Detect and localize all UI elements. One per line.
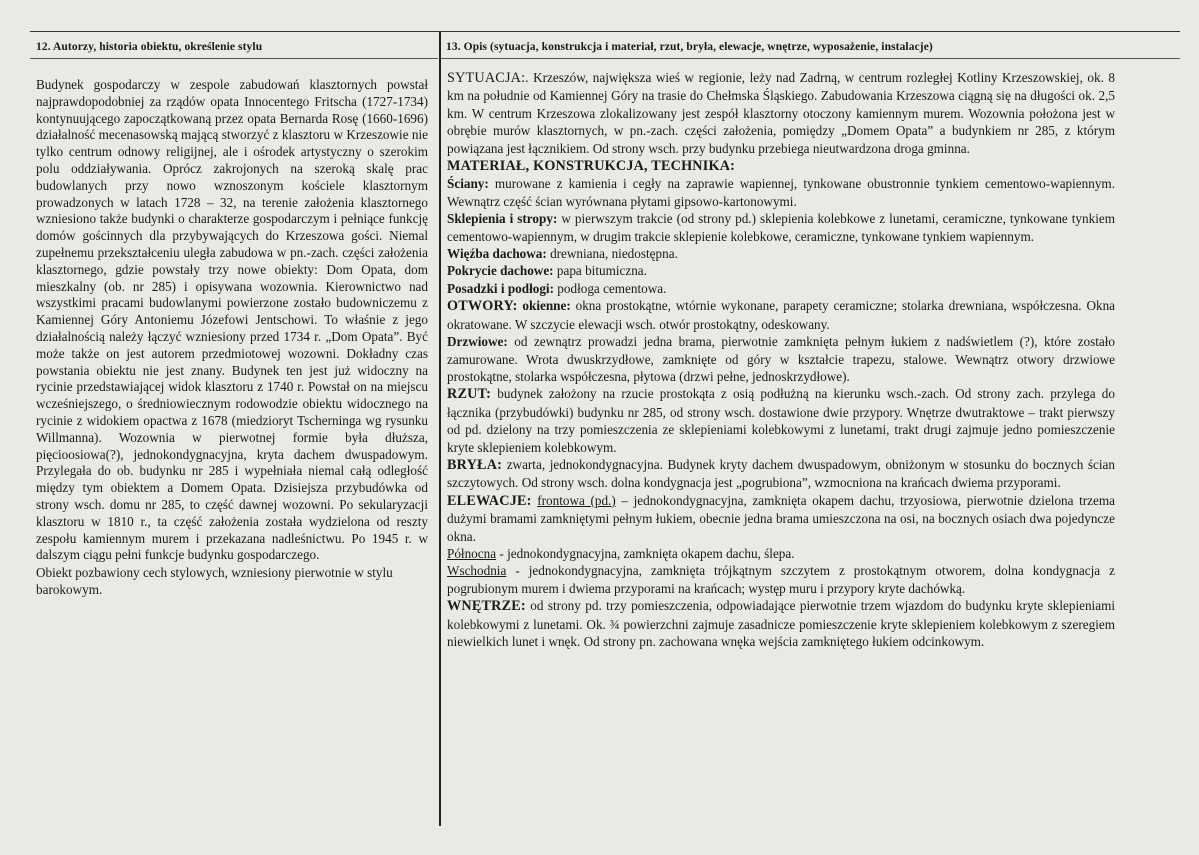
wnetrze-label: WNĘTRZE:: [447, 598, 526, 615]
frontowa-text: – jednokondygnacyjna, zamknięta okapem dachu, trzyosiowa, pierwotnie dzielona trzema dużymi bramami zamkniętymi pełnym łukiem, obecnie jedna brama umieszczona na osi, na bocznych osiach dwa pojedyncze okna.: [447, 492, 1116, 544]
wiezba-label: Więźba dachowa:: [447, 246, 547, 262]
wschodnia-label: Wschodnia: [447, 563, 507, 579]
sciany-label: Ściany:: [447, 176, 489, 192]
frontowa-label: frontowa (pd.): [537, 492, 616, 508]
elewacje-label: ELEWACJE:: [447, 492, 532, 509]
okienne-label: okienne:: [517, 298, 571, 314]
polnocna-block: [447, 545, 1115, 562]
style-paragraph: Obiekt pozbawiony cech stylowych, wzniesiony pierwotnie w stylu barokowym.: [36, 565, 393, 597]
history-column: [36, 77, 428, 599]
otwory-block: [447, 297, 1115, 333]
wnetrze-text: od strony pd. trzy pomieszczenia, odpowiadające pierwotnie trzem wjazdom do budynku kryte sklepieniami kolebkowymi z lunetami. Ok. ¾ powierzchni zajmuje zasadnicze pomieszczenie kryte sklepieniem kolebkowym z szeregiem niewielkich lunet i wnęk. Od strony pn. zachowana wnęka wejścia zamkniętego łukiem odcinkowym.: [447, 598, 1115, 649]
pokrycie-text: papa bitumiczna.: [553, 263, 647, 279]
sklepienia-text: w pierwszym trakcie (od strony pd.) sklepienia kolebkowe z lunetami, ceramiczne, tynkowane tynkiem cementowo-wapiennym, w drugim trakcie sklepienie kolebkowe, ceramiczne, tynkowane tynkiem wapiennym.: [447, 211, 1115, 244]
pokrycie-block: [447, 262, 1115, 279]
posadzki-text: podłoga cementowa.: [554, 280, 667, 296]
right-header-rule: [441, 58, 1180, 59]
bryla-label: BRYŁA:: [447, 456, 503, 473]
sytuacja-label: SYTUACJA:: [447, 70, 526, 86]
rzut-text: budynek założony na rzucie prostokąta z osią podłużną na kierunku wsch.-zach. Od strony zach. przylega do łącznika (przybudówki) budynku nr 285, od strony wsch. dostawione dwie przypory. Wnętrze dwutraktowe – trakt pierwszy od pd. dzielony na trzy pomieszczenia ze sklepieniami kolebkowymi z lunetami, trakt drugi zajmuje jedno pomieszczenie kryte sklepieniem kolebkowym.: [447, 386, 1115, 455]
sciany-block: [447, 175, 1115, 210]
wiezba-block: [447, 245, 1115, 262]
material-label: MATERIAŁ, KONSTRUKCJA, TECHNIKA:: [447, 158, 736, 175]
wschodnia-block: [447, 562, 1115, 597]
description-column: [447, 69, 1115, 650]
bryla-text: zwarta, jednokondygnacyjna. Budynek kryty dachem dwuspadowym, obniżonym w stosunku do bocznych ścian szczytowych. Od strony wsch. dolna kondygnacja jest „pogrubiona”, wzmocniona na krańcach dwiema przyporami.: [447, 456, 1115, 491]
drzwiowe-text: od zewnątrz prowadzi jedna brama, pierwotnie zamknięta pełnym łukiem z nadświetlem (?), które zostało zamurowane. Wrota dwuskrzydłowe, zamknięte od góry w kształcie trapezu, stalowe. Wewnątrz otwory drzwiowe prostokątne, stolarka współczesna, płytowa (drzwi pełne, jednoskrzydłowe).: [447, 334, 1115, 384]
left-header-rule: [30, 58, 438, 59]
drzwiowe-block: [447, 333, 1115, 385]
material-heading: [447, 157, 1115, 175]
polnocna-label: Północna: [447, 545, 497, 561]
okienne-text: okna prostokątne, wtórnie wykonane, parapety ceramiczne; stolarka drewniana, współczesna. Okna okratowane. W szczycie elewacji wsch. otwór prostokątny, odeskowany.: [447, 298, 1116, 332]
pokrycie-label: Pokrycie dachowe:: [447, 263, 554, 279]
rzut-label: RZUT:: [447, 386, 492, 403]
bryla-block: [447, 456, 1115, 492]
history-paragraph: Budynek gospodarczy w zespole zabudowań klasztornych powstał najprawdopodobniej za rządów opata Innocentego Fritscha (1727-1734) kontynuującego zapoczątkowaną przez opata Bernarda Rosę (1660-1696) działalność mecenasowską mającą stworzyć z klasztoru w Krzeszowie nie tylko centrum odnowy religijnej, ale i ośrodek artystyczny o szerokim polu oddziaływania. Oprócz zakrojonych na szeroką skalę prac budowlanych przy nowo wznoszonym kościele klasztornym prowadzonych w latach 1728 – 32, na terenie założenia klasztornego wzniesiono także budynki o charakterze gospodarczym i pełniące funkcję domów gościnnych dla przybywających do Krzeszowa gości. Niemal zupełnemu przekształceniu uległa zabudowa w pn.-zach. części założenia klasztornego, gdzie powstały trzy nowe obiekty: Dom Opata, dom mieszkalny (ob. nr 285) i opisywana wozownia. Kierownictwo nad wszystkimi pracami budowlanymi powierzone zostało budowniczemu z Kamiennej Góry Antoniemu Józefowi Jentschowi. To właśnie z jego działalnością należy łączyć wzniesiony przed 1734 r. „Dom Opata”. Być może także on jest autorem przedmiotowej wozowni. Dokładny czas powstania obiektu nie jest znany. Budynek ten jest już widoczny na rycinie przedstawiającej widok klasztoru z 1740 r. Powstał on na miejscu wcześniejszego, o średniowiecznym rodowodzie obiektu widocznego na rycinie z widokiem opactwa z 1678 (miedzioryt Tscherninga wg rysunku Willmanna). Wozownia w pierwotnej formie była dłuższa, pięcioosiowa(?), jednokondygnacyjna, kryta dachem dwuspadowym. Przylegała do ob. budynku nr 285 i wypełniała niemal całą odległość między tym obiektem a Domem Opata. Dzisiejsza przybudówka od strony wsch. domu nr 285, to część dawnej wozowni. Po sekularyzacji klasztoru w 1810 r., ta część założenia została wydzielona od reszty zespołu kamiennym murem i przekazana nadleśnictwu. Po 1945 r. w dalszym ciągu pełni funkcje budynku gospodarczego.: [36, 77, 428, 563]
drzwiowe-label: Drzwiowe:: [447, 334, 508, 350]
sytuacja-block: [447, 69, 1115, 157]
sciany-text: murowane z kamienia i cegły na zaprawie wapiennej, tynkowane obustronnie tynkiem cementowo-wapiennym. Wewnątrz część ścian wyrównana płytami gipsowo-kartonowymi.: [447, 176, 1115, 209]
section-12-header: 12. Autorzy, historia obiektu, określenie stylu: [36, 41, 263, 53]
section-13-header: 13. Opis (sytuacja, konstrukcja i materiał, rzut, bryła, elewacje, wnętrze, wyposażenie, instalacje): [446, 41, 933, 53]
wiezba-text: drewniana, niedostępna.: [546, 246, 678, 262]
rzut-block: [447, 385, 1115, 456]
elewacje-block: [447, 492, 1115, 545]
posadzki-block: [447, 280, 1115, 297]
wschodnia-text: - jednokondygnacyjna, zamknięta trójkątnym szczytem z prostokątnym otworem, dolna kondygnacja z pogrubionym murem i dwiema przyporami na krańcach; występ muru i przypory kryte dachówką.: [447, 563, 1115, 596]
wnetrze-block: [447, 597, 1115, 650]
sklepienia-block: [447, 210, 1115, 245]
polnocna-text: - jednokondygnacyjna, zamknięta okapem dachu, ślepa.: [496, 545, 795, 561]
top-border-line: [30, 31, 1180, 32]
posadzki-label: Posadzki i podłogi:: [447, 280, 554, 296]
column-divider: [439, 31, 441, 826]
sklepienia-label: Sklepienia i stropy:: [447, 211, 558, 227]
otwory-label: OTWORY:: [447, 298, 518, 315]
sytuacja-text: . Krzeszów, największa wieś w regionie, leży nad Zadrną, w centrum rozległej Kotliny Krzeszowskiej, ok. 8 km na południe od Kamiennej Góry na trasie do Chełmska Śląskiego. Zabudowania Krzeszowa ciągną się na długości ok. 2,5 km. W centrum Krzeszowa zlokalizowany jest zespół klasztorny otoczony kamiennym murem. Wozownia położona jest w obrębie murów klasztornych, w pn.-zach. części założenia, pomiędzy „Domem Opata” a budynkiem nr 285, z którym powiązana jest łącznikiem. Od strony wsch. przy budynku przebiega nieutwardzona droga gminna.: [447, 70, 1115, 156]
